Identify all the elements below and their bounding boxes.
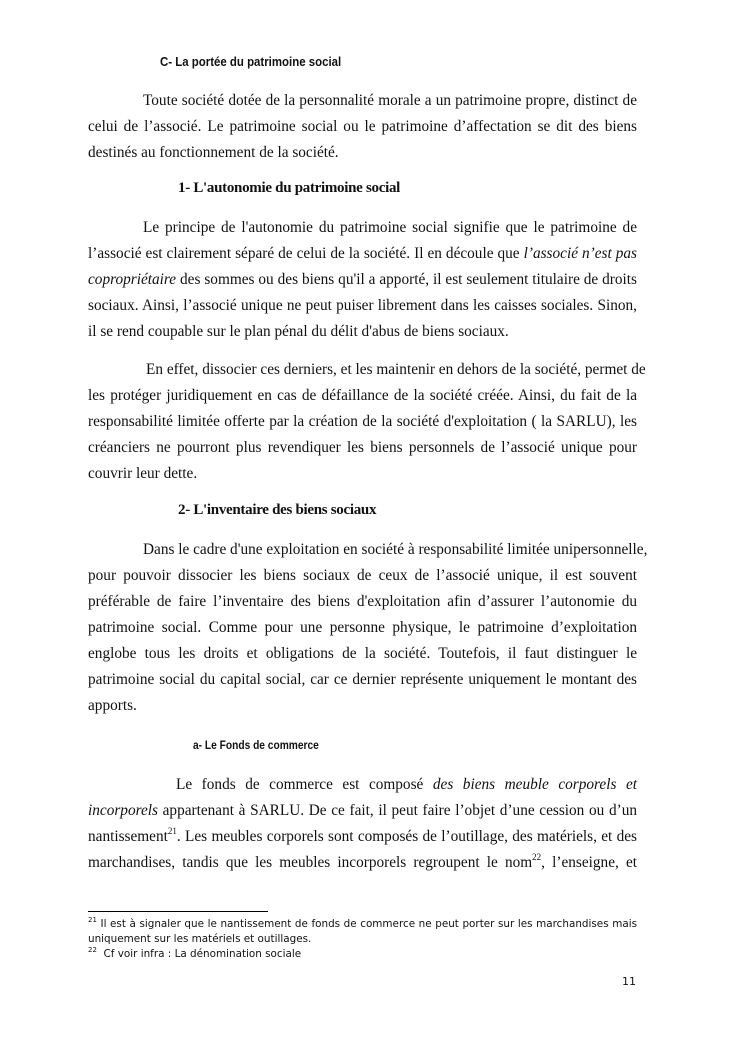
footnotes bbox=[88, 917, 637, 962]
footnote-ref-21[interactable]: 21 bbox=[167, 826, 177, 836]
text-line: il se rend coupable sur le plan pénal du délit d'abus de biens sociaux. bbox=[88, 323, 509, 340]
text-span: . Les meubles corporels sont composés de l’outillage, des matériels, et des bbox=[176, 828, 637, 845]
text-line: patrimoine social. Comme pour une personne physique, le patrimoine d’exploitation bbox=[88, 619, 637, 636]
text-span: appartenant à SARLU. De ce fait, il peut faire l’objet d’une cession ou d’un bbox=[157, 802, 637, 819]
text-line: préférable de faire l’inventaire des biens d'exploitation afin d’assurer l’autonomie du bbox=[88, 593, 637, 610]
italic-span: l’associé n’est pas bbox=[523, 245, 637, 262]
text-line: Le principe de l'autonomie du patrimoine social signifie que le patrimoine de bbox=[143, 219, 637, 236]
text-line: englobe tous les droits et obligations de la société. Toutefois, il faut distinguer le bbox=[88, 645, 637, 662]
text-line: patrimoine social du capital social, car ce dernier représente uniquement le montant des bbox=[88, 671, 637, 688]
paragraph-3 bbox=[88, 357, 646, 487]
text-span: , l’enseigne, et bbox=[541, 854, 637, 871]
page-number: 11 bbox=[622, 975, 636, 988]
italic-span: incorporels bbox=[88, 802, 158, 819]
footnote-text: Cf voir infra : La dénomination sociale bbox=[96, 948, 302, 960]
italic-span: des biens meuble corporels et bbox=[432, 776, 637, 793]
text-line: couvrir leur dette. bbox=[88, 465, 198, 482]
text-line bbox=[88, 850, 637, 876]
paragraph-5 bbox=[88, 772, 637, 876]
text-line: responsabilité limitée offerte par la création de la société d'exploitation ( la SARLU), les bbox=[88, 413, 637, 430]
text-line bbox=[88, 798, 637, 824]
text-span: marchandises, tandis que les meubles incorporels regroupent le nom bbox=[88, 854, 533, 871]
text-line: créanciers ne pourront plus revendiquer les biens personnels de l’associé unique pour bbox=[88, 439, 637, 456]
footnote-21 bbox=[88, 917, 637, 932]
footnote-22 bbox=[88, 947, 637, 962]
paragraph-2 bbox=[88, 215, 637, 345]
text-line bbox=[88, 824, 637, 850]
text-line: les protéger juridiquement en cas de défaillance de la société créée. Ainsi, du fait de la bbox=[88, 387, 637, 404]
text-line: pour pouvoir dissocier les biens sociaux de ceux de l’associé unique, il est souvent bbox=[88, 567, 637, 584]
paragraph-4 bbox=[88, 537, 648, 719]
text-line: sociaux. Ainsi, l’associé unique ne peut puiser librement dans les caisses sociales. Sinon, bbox=[88, 297, 637, 314]
footnote-number: 22 bbox=[88, 946, 97, 954]
text-line: En effet, dissocier ces derniers, et les maintenir en dehors de la société, permet de bbox=[146, 361, 646, 378]
text-span: nantissement bbox=[88, 828, 168, 845]
footnote-number: 21 bbox=[88, 916, 97, 924]
footnote-separator bbox=[88, 911, 268, 912]
text-line bbox=[88, 267, 637, 293]
text-line bbox=[88, 772, 637, 798]
text-line: celui de l’associé. Le patrimoine social ou le patrimoine d’affectation se dit des biens bbox=[88, 118, 637, 135]
section-heading-c: C- La portée du patrimoine social bbox=[160, 54, 342, 69]
subheading-autonomie: 1- L'autonomie du patrimoine social bbox=[178, 180, 401, 196]
italic-span: copropriétaire bbox=[88, 271, 177, 288]
text-span: Le fonds de commerce est composé bbox=[176, 776, 433, 793]
paragraph-1 bbox=[88, 88, 637, 166]
text-line: apports. bbox=[88, 697, 137, 714]
text-line bbox=[88, 241, 637, 267]
text-line: Dans le cadre d'une exploitation en société à responsabilité limitée unipersonnelle, bbox=[143, 541, 648, 558]
footnote-text: Il est à signaler que le nantissement de fonds de commerce ne peut porter sur les marchandises mais bbox=[96, 918, 637, 930]
text-line: Toute société dotée de la personnalité morale a un patrimoine propre, distinct de bbox=[143, 92, 637, 109]
subheading-inventaire: 2- L'inventaire des biens sociaux bbox=[178, 502, 377, 518]
text-line: destinés au fonctionnement de la société. bbox=[88, 144, 339, 161]
footnote-ref-22[interactable]: 22 bbox=[532, 852, 542, 862]
subheading-fonds-de-commerce: a- Le Fonds de commerce bbox=[193, 738, 319, 752]
text-span: l’associé est clairement séparé de celui de la société. Il en découle que bbox=[88, 245, 524, 262]
footnote-text: uniquement sur les matériels et outillages. bbox=[88, 933, 312, 945]
text-span: des sommes ou des biens qu'il a apporté, il est seulement titulaire de droits bbox=[176, 271, 637, 288]
